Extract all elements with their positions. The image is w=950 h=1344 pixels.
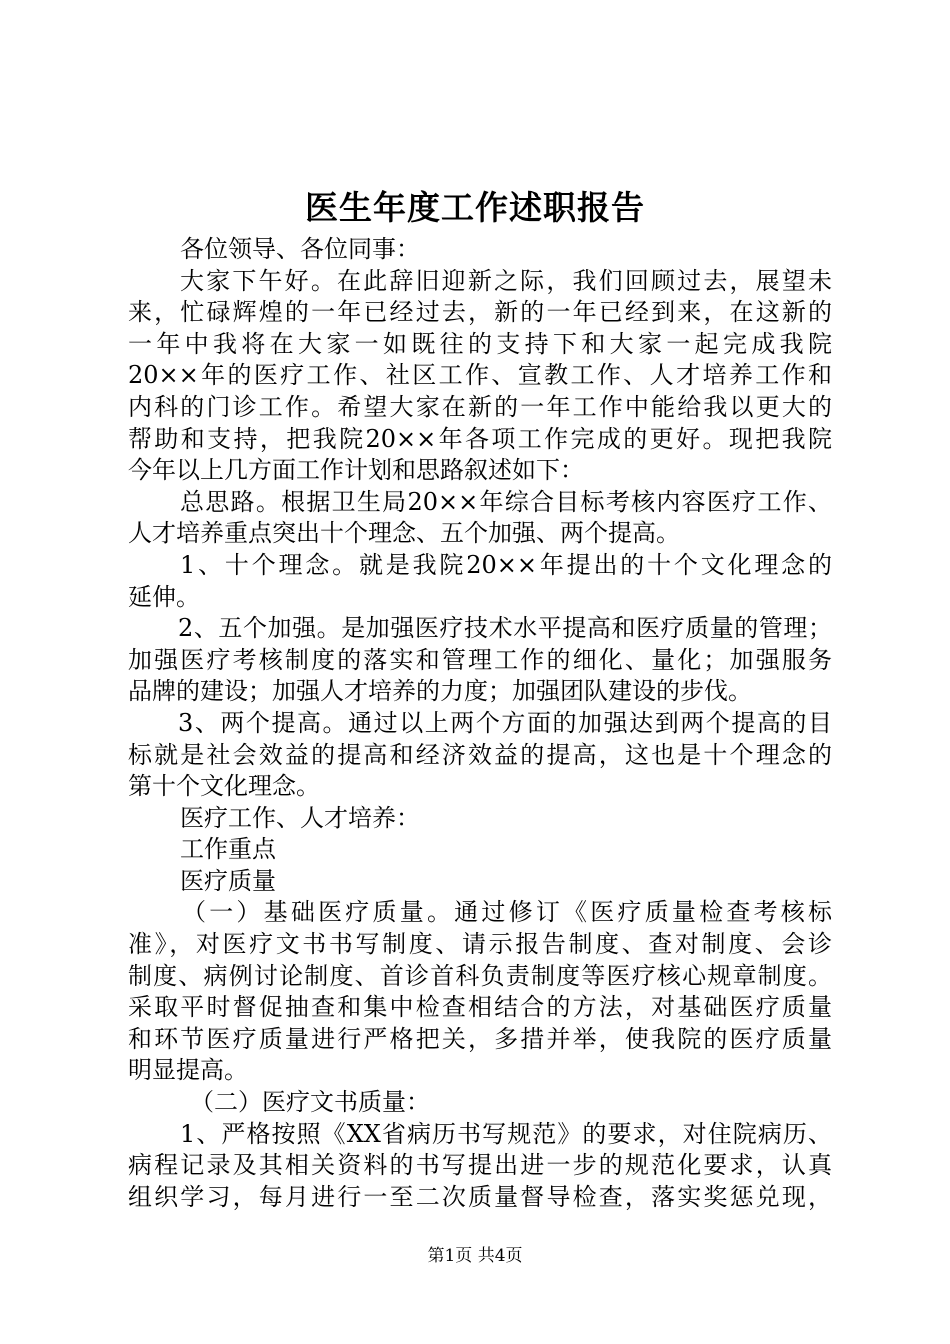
paragraph-line: 总思路。根据卫生局20××年综合目标考核内容医疗工作、 <box>180 487 832 516</box>
paragraph-line: 病程记录及其相关资料的书写提出进一步的规范化要求，认真 <box>128 1151 832 1180</box>
paragraph-line: 内科的门诊工作。希望大家在新的一年工作中能给我以更大的 <box>128 392 832 421</box>
paragraph-line: 医疗质量 <box>180 866 276 895</box>
paragraph-line: 标就是社会效益的提高和经济效益的提高，这也是十个理念的 <box>128 740 832 769</box>
paragraph-line: 1、十个理念。就是我院20××年提出的十个文化理念的 <box>180 550 832 579</box>
paragraph-line: 制度、病例讨论制度、首诊首科负责制度等医疗核心规章制度。 <box>128 961 832 990</box>
paragraph-line: 品牌的建设；加强人才培养的力度；加强团队建设的步伐。 <box>128 677 752 706</box>
paragraph-line: 采取平时督促抽查和集中检查相结合的方法，对基础医疗质量 <box>128 993 832 1022</box>
paragraph-line: 第十个文化理念。 <box>128 772 320 801</box>
paragraph-line: 帮助和支持，把我院20××年各项工作完成的更好。现把我院 <box>128 424 832 453</box>
document-body <box>128 234 832 1213</box>
paragraph-line: 延伸。 <box>128 582 200 611</box>
paragraph-line: 各位领导、各位同事： <box>180 235 420 263</box>
paragraph-line: 人才培养重点突出十个理念、五个加强、两个提高。 <box>128 519 680 548</box>
paragraph-line: 来，忙碌辉煌的一年已经过去，新的一年已经到来，在这新的 <box>128 298 832 327</box>
paragraph-line: 今年以上几方面工作计划和思路叙述如下： <box>128 456 584 485</box>
paragraph-line: 准》，对医疗文书书写制度、请示报告制度、查对制度、会诊 <box>128 930 832 959</box>
paragraph-line: 明显提高。 <box>128 1056 248 1085</box>
paragraph-line: 和环节医疗质量进行严格把关，多措并举，使我院的医疗质量 <box>128 1024 832 1053</box>
paragraph-line: 医疗工作、人才培养： <box>180 803 420 832</box>
paragraph-line: 大家下午好。在此辞旧迎新之际，我们回顾过去，展望未 <box>180 266 832 295</box>
paragraph-line: 2、五个加强。是加强医疗技术水平提高和医疗质量的管理； <box>178 614 832 643</box>
paragraph-line: 1、严格按照《XX省病历书写规范》的要求，对住院病历、 <box>180 1119 832 1148</box>
paragraph-line: 20××年的医疗工作、社区工作、宣教工作、人才培养工作和 <box>128 361 832 390</box>
paragraph-line: （一）基础医疗质量。通过修订《医疗质量检查考核标 <box>182 898 832 927</box>
page-footer: 第1页 共4页 <box>427 1246 523 1266</box>
paragraph-line: 加强医疗考核制度的落实和管理工作的细化、量化；加强服务 <box>128 645 832 674</box>
paragraph-line: 3、两个提高。通过以上两个方面的加强达到两个提高的目 <box>178 708 832 737</box>
document-title: 医生年度工作述职报告 <box>305 188 645 227</box>
paragraph-line: 一年中我将在大家一如既往的支持下和大家一起完成我院 <box>128 329 832 358</box>
paragraph-line: 组织学习，每月进行一至二次质量督导检查，落实奖惩兑现， <box>128 1182 832 1211</box>
paragraph-line: 工作重点 <box>180 835 276 864</box>
paragraph-line: （二）医疗文书质量： <box>190 1088 430 1117</box>
